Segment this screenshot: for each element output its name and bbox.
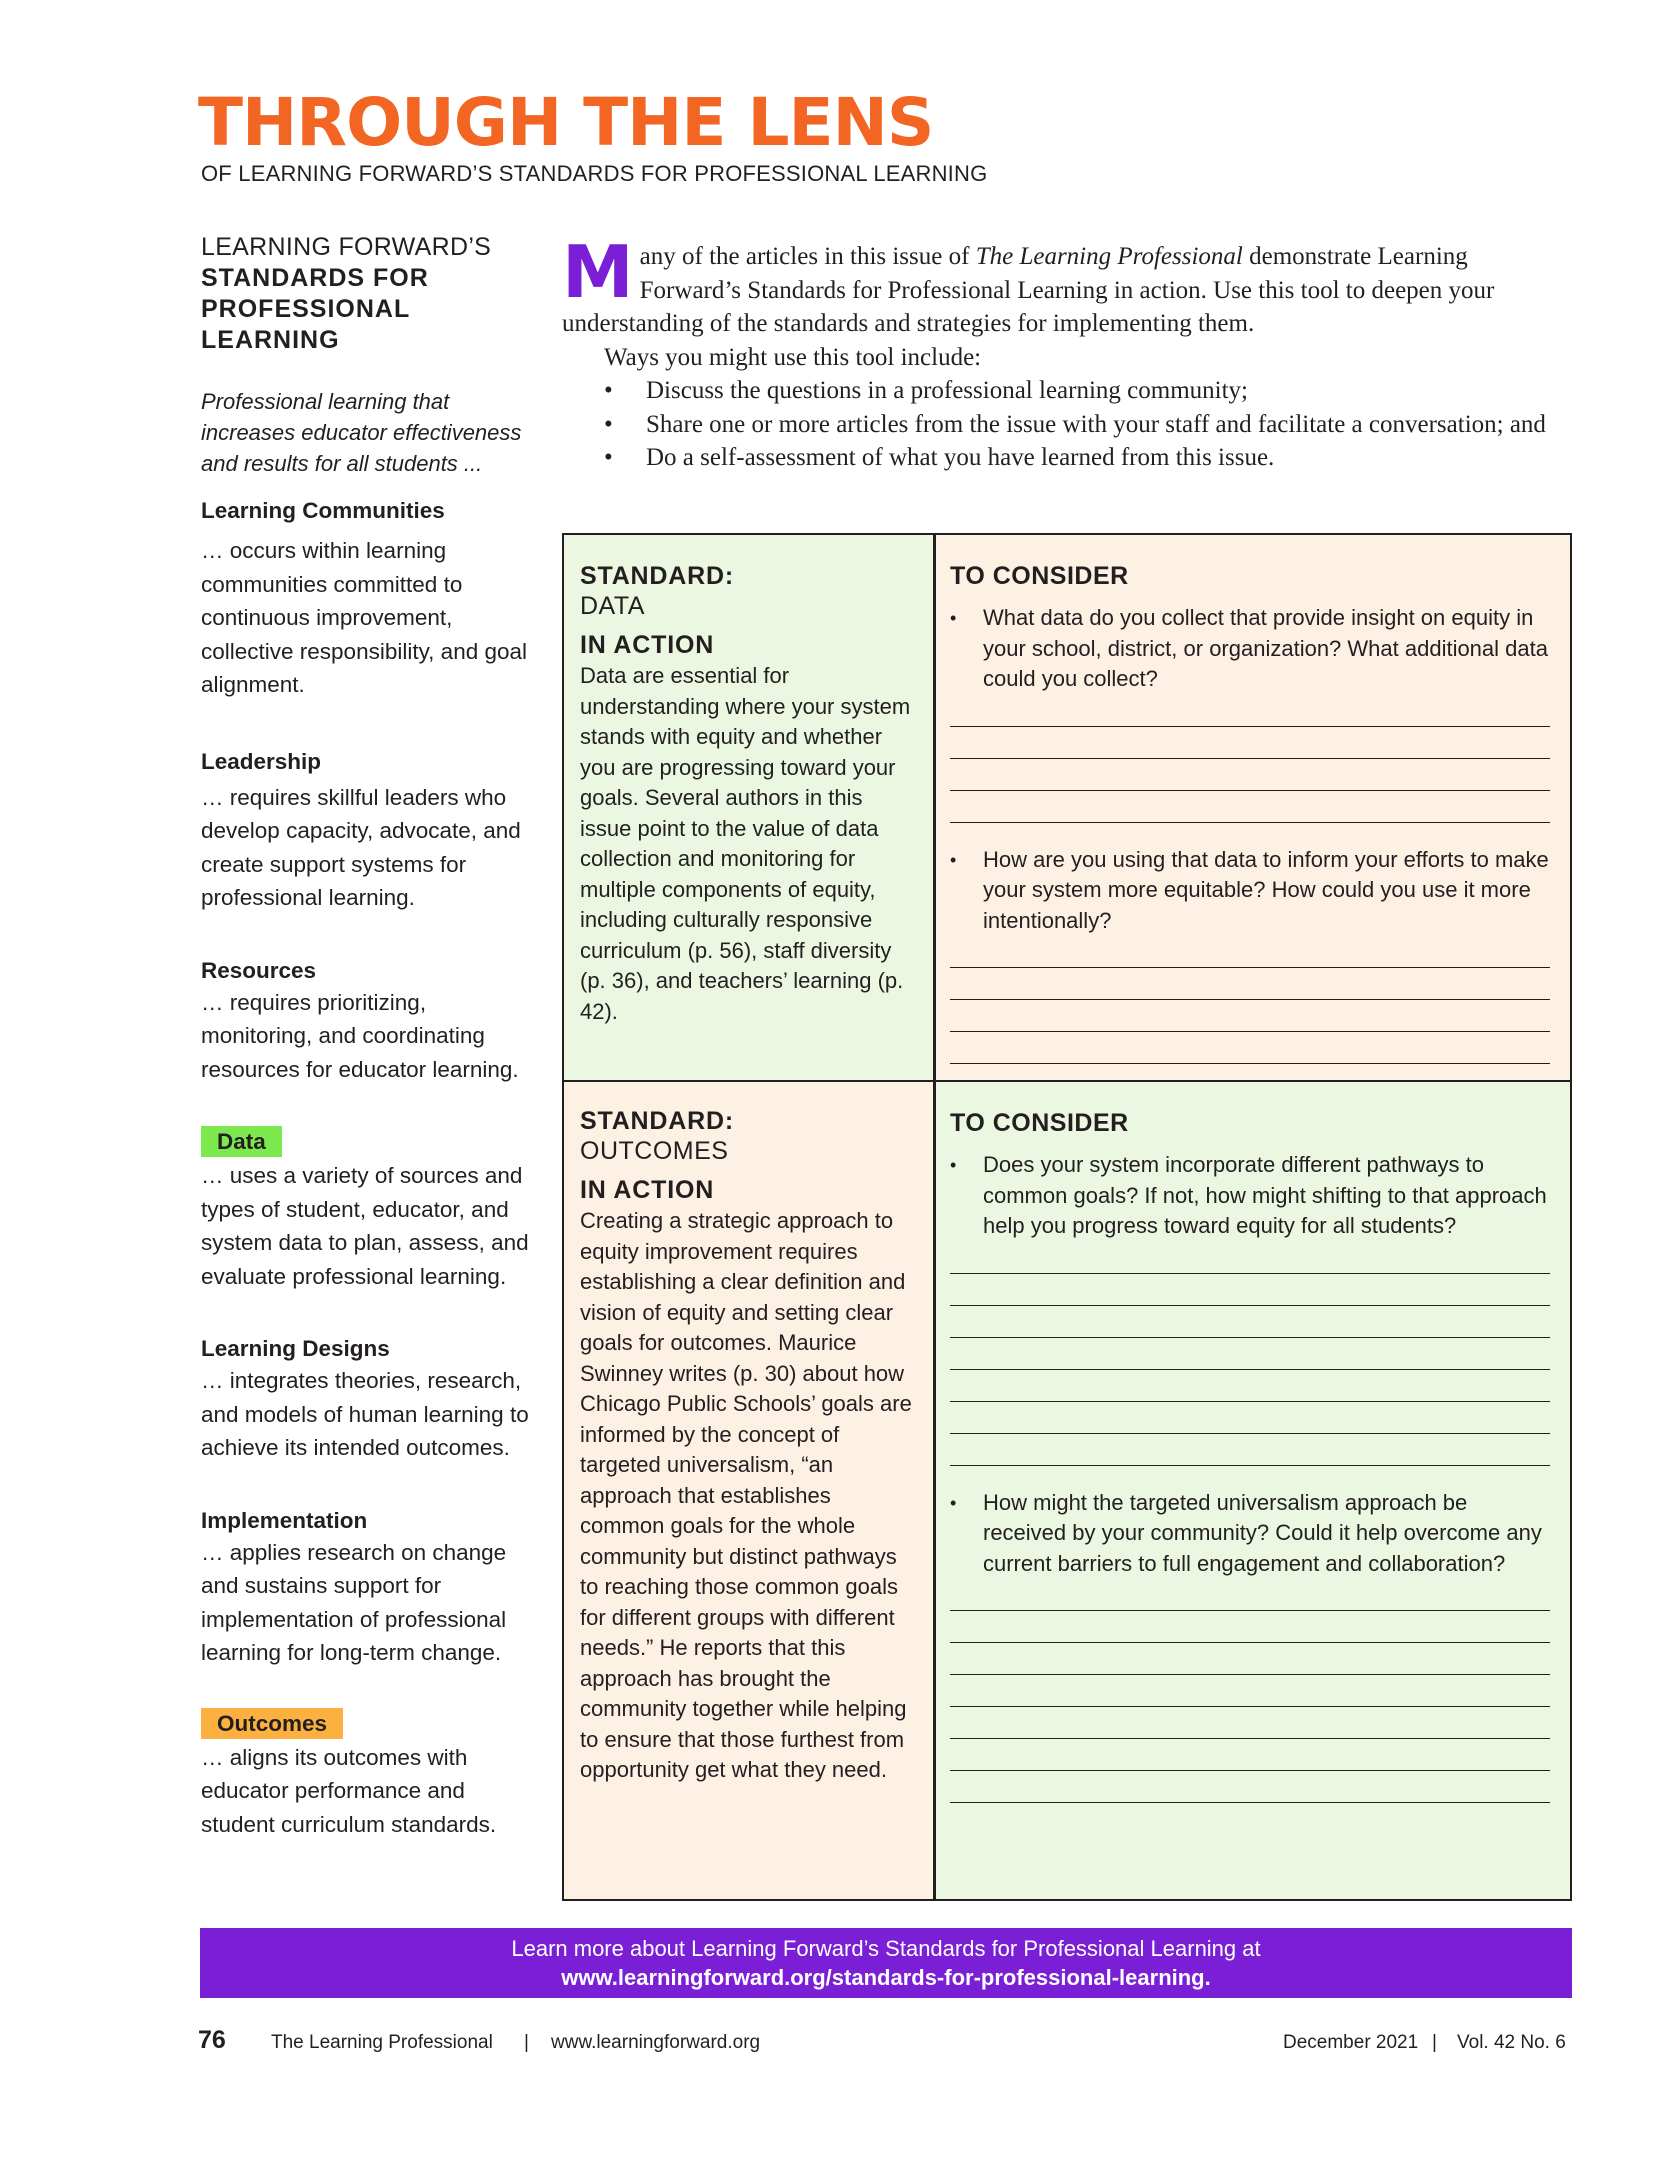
in-action-text: Data are essential for understanding where your system stands with equity and whether you are progressing toward your goals. Several authors in this issue point to the value of data collection and monitoring for multiple components of equity, including culturally responsive curriculum (p. 56), staff diversity (p. 36), and teachers’ learning (p. 42).	[580, 663, 911, 1024]
answer-line	[950, 1610, 1550, 1611]
journal-title: The Learning Professional	[975, 243, 1243, 270]
answer-line	[950, 1273, 1550, 1274]
list-item: • Share one or more articles from the issue with your staff and facilitate a conversation; and	[604, 408, 1572, 442]
answer-line	[950, 1369, 1550, 1370]
in-action-text: Creating a strategic approach to equity improvement requires establishing a clear definition and vision of equity and setting clear goals for outcomes. Maurice Swinney writes (p. 30) about how Chicago Public Schools’ goals are informed by the concept of targeted universalism, “an approach that establishes common goals for the whole community but distinct pathways to reaching those common goals for different groups with different needs.” He reports that this approach has brought the community together while helping to ensure that those furthest from opportunity get what they need.	[580, 1208, 912, 1782]
in-action-cell-data	[564, 535, 933, 1080]
issue-volume: Vol. 42 No. 6	[1457, 2032, 1566, 2053]
answer-line	[950, 1401, 1550, 1402]
standard-desc: … uses a variety of sources and types of student, educator, and system data to plan, assess, and evaluate professional learning.	[201, 1163, 529, 1289]
standards-table	[562, 533, 1572, 1901]
consider-question: • How are you using that data to inform your efforts to make your system more equitable? How could you use it more intentionally?	[950, 845, 1550, 937]
standard-learning-designs	[201, 1333, 536, 1465]
answer-line	[950, 1465, 1550, 1466]
answer-line	[950, 1063, 1550, 1064]
standard-resources	[201, 955, 536, 1087]
standard-leadership	[201, 746, 536, 915]
answer-line	[950, 1031, 1550, 1032]
learn-more-banner	[200, 1928, 1572, 1998]
answer-line	[950, 726, 1550, 727]
answer-line	[950, 822, 1550, 823]
standard-desc: … integrates theories, research, and models of human learning to achieve its intended outcomes.	[201, 1368, 529, 1460]
answer-line	[950, 1802, 1550, 1803]
answer-line	[950, 1433, 1550, 1434]
footer-url[interactable]: www.learningforward.org	[551, 2032, 761, 2053]
standard-name-highlight: Data	[201, 1126, 282, 1157]
answer-line	[950, 1642, 1550, 1643]
list-item: • Do a self-assessment of what you have learned from this issue.	[604, 441, 1572, 475]
consider-question: • How might the targeted universalism approach be received by your community? Could it help overcome any current barriers to full engagement and collaboration?	[950, 1488, 1550, 1580]
standard-desc: … requires skillful leaders who develop capacity, advocate, and create support systems for professional learning.	[201, 784, 521, 910]
answer-lines	[950, 1273, 1550, 1466]
sidebar-tagline: Professional learning that increases educator effectiveness and results for all students ...	[201, 389, 522, 476]
answer-lines	[950, 726, 1550, 823]
sidebar-heading-line3: PROFESSIONAL	[201, 295, 411, 323]
page-number: 76	[198, 2026, 226, 2054]
answer-line	[950, 967, 1550, 968]
banner-text: Learn more about Learning Forward’s Standards for Professional Learning at	[511, 1936, 1261, 1961]
answer-line	[950, 1770, 1550, 1771]
standard-desc: … applies research on change and sustains support for implementation of professional learning for long-term change.	[201, 1539, 507, 1665]
answer-line	[950, 999, 1550, 1000]
issue-date: December 2021	[1283, 2032, 1419, 2053]
row-divider	[564, 1080, 1570, 1082]
column-divider	[933, 535, 936, 1899]
standard-name: Learning Designs	[201, 1336, 390, 1361]
standard-name-highlight: Outcomes	[201, 1708, 343, 1739]
intro-section	[562, 230, 1572, 475]
standard-name: Learning Communities	[201, 498, 445, 523]
in-action-label: IN ACTION	[580, 1176, 715, 1204]
footer-separator: |	[524, 2032, 529, 2053]
standard-value: DATA	[580, 592, 645, 620]
standard-name: Leadership	[201, 748, 322, 774]
to-consider-label: TO CONSIDER	[950, 1109, 1129, 1137]
consider-cell-data	[936, 535, 1570, 1080]
ways-list	[562, 374, 1572, 475]
answer-line	[950, 1738, 1550, 1739]
answer-line	[950, 1305, 1550, 1306]
standard-desc: … aligns its outcomes with educator performance and student curriculum standards.	[201, 1744, 497, 1837]
standard-name: Resources	[201, 957, 317, 983]
intro-paragraph	[562, 230, 1572, 341]
page-subtitle: OF LEARNING FORWARD’S STANDARDS FOR PROFESSIONAL LEARNING	[201, 161, 988, 186]
intro-text-after: demonstrate Learning Forward’s Standards for Professional Learning in action. Use this tool to deepen your understanding of the standards and strategies for implementing them.	[562, 243, 1495, 337]
standard-label: STANDARD:	[580, 562, 734, 590]
answer-line	[950, 1337, 1550, 1338]
answer-line	[950, 1674, 1550, 1675]
answer-lines	[950, 967, 1550, 1064]
standards-sidebar	[201, 232, 536, 1841]
answer-lines	[950, 1610, 1550, 1803]
intro-text-before: any of the articles in this issue of	[639, 243, 976, 270]
publication-name: The Learning Professional	[271, 2032, 493, 2053]
in-action-label: IN ACTION	[580, 631, 715, 659]
standard-desc: … occurs within learning communities committed to continuous improvement, collective responsibility, and goal alignment.	[201, 538, 528, 697]
sidebar-heading-line2: STANDARDS FOR	[201, 264, 429, 292]
sidebar-heading-line4: LEARNING	[201, 326, 340, 354]
standard-value: OUTCOMES	[580, 1137, 729, 1165]
standard-implementation	[201, 1505, 536, 1670]
standard-data	[201, 1126, 536, 1293]
banner-link[interactable]: www.learningforward.org/standards-for-professional-learning.	[561, 1965, 1211, 1990]
answer-line	[950, 1706, 1550, 1707]
answer-line	[950, 790, 1550, 791]
answer-line	[950, 758, 1550, 759]
standard-learning-communities	[201, 495, 536, 702]
sidebar-heading-line1: LEARNING FORWARD’S	[201, 233, 492, 261]
standard-desc: … requires prioritizing, monitoring, and coordinating resources for educator learning.	[201, 989, 519, 1082]
footer-separator: |	[1432, 2032, 1437, 2053]
in-action-cell-outcomes	[564, 1082, 933, 1899]
consider-question: • Does your system incorporate different pathways to common goals? If not, how might shifting to that approach help you progress toward equity for all students?	[950, 1150, 1550, 1242]
consider-cell-outcomes	[936, 1082, 1570, 1899]
drop-cap: M	[562, 230, 634, 314]
ways-heading: Ways you might use this tool include:	[604, 343, 982, 371]
standard-label: STANDARD:	[580, 1107, 734, 1135]
list-item: • Discuss the questions in a professional learning community;	[604, 374, 1572, 408]
page-title: THROUGH THE LENS	[198, 84, 934, 161]
standard-name: Implementation	[201, 1507, 368, 1533]
consider-question: • What data do you collect that provide insight on equity in your school, district, or organization? What additional data could you collect?	[950, 603, 1550, 695]
to-consider-label: TO CONSIDER	[950, 562, 1129, 590]
standard-outcomes	[201, 1708, 536, 1842]
